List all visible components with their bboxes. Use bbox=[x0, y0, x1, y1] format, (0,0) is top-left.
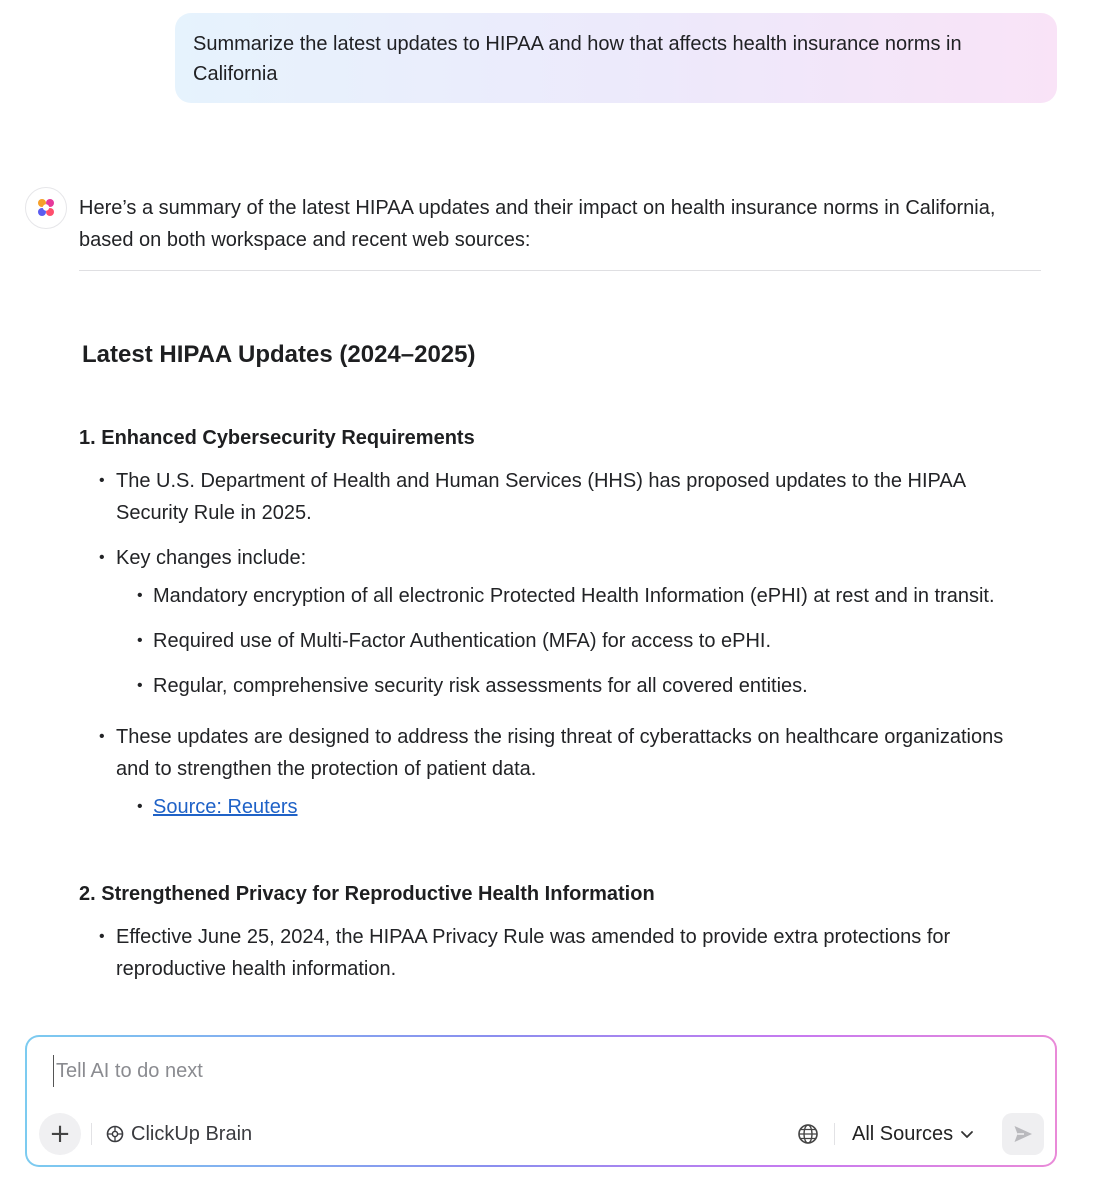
divider bbox=[91, 1123, 92, 1145]
section-title-reproductive-privacy: 2. Strengthened Privacy for Reproductive Health Information bbox=[79, 883, 655, 905]
sources-dropdown[interactable] bbox=[852, 1117, 975, 1151]
clickup-brain-logo-icon bbox=[35, 197, 57, 219]
web-search-toggle[interactable] bbox=[793, 1119, 823, 1149]
list-item: • Regular, comprehensive security risk assessments for all covered entities. bbox=[153, 670, 1041, 702]
divider bbox=[834, 1123, 835, 1145]
send-icon bbox=[1012, 1123, 1034, 1145]
clickup-brain-selector[interactable] bbox=[105, 1117, 252, 1151]
list-item: • Mandatory encryption of all electronic Protected Health Information (ePHI) at rest and in transit. bbox=[153, 580, 1041, 612]
chevron-down-icon bbox=[959, 1126, 975, 1142]
list-item bbox=[116, 542, 1041, 702]
user-message-bubble bbox=[175, 13, 1057, 103]
composer bbox=[25, 1035, 1057, 1167]
user-message-text: Summarize the latest updates to HIPAA and how that affects health insurance norms in California bbox=[193, 33, 962, 85]
globe-icon bbox=[797, 1123, 819, 1145]
list-item: • Effective June 25, 2024, the HIPAA Privacy Rule was amended to provide extra protections for reproductive health information. bbox=[116, 921, 1041, 985]
list-item bbox=[153, 791, 1041, 823]
source-reuters-link[interactable]: Source: Reuters bbox=[153, 796, 298, 818]
key-changes-label: Key changes include: bbox=[116, 547, 307, 569]
key-changes-list bbox=[116, 580, 1041, 702]
ai-intro-text: Here’s a summary of the latest HIPAA updates and their impact on health insurance norms in California, based on both workspace and recent web sources: bbox=[79, 192, 1041, 271]
list-item: • Required use of Multi-Factor Authentication (MFA) for access to ePHI. bbox=[153, 625, 1041, 657]
sources-label: All Sources bbox=[852, 1122, 954, 1145]
ai-avatar bbox=[25, 187, 67, 229]
response-heading: Latest HIPAA Updates (2024–2025) bbox=[82, 341, 476, 368]
send-button[interactable] bbox=[1002, 1113, 1044, 1155]
prompt-input[interactable] bbox=[53, 1055, 953, 1087]
cybersecurity-summary-text: These updates are designed to address the rising threat of cyberattacks on healthcare organizations and to strengthen the protection of patient data. bbox=[116, 726, 1004, 780]
brain-label: ClickUp Brain bbox=[131, 1122, 253, 1145]
brain-icon bbox=[105, 1124, 125, 1144]
ai-response bbox=[79, 192, 1041, 985]
cybersecurity-list bbox=[79, 465, 1041, 823]
source-list bbox=[116, 791, 1041, 823]
section-title-cybersecurity: 1. Enhanced Cybersecurity Requirements bbox=[79, 427, 475, 449]
add-attachment-button[interactable] bbox=[39, 1113, 81, 1155]
list-item bbox=[116, 721, 1041, 823]
reproductive-privacy-list bbox=[79, 921, 1041, 985]
composer-inner bbox=[27, 1037, 1055, 1165]
plus-icon: + bbox=[49, 1119, 71, 1149]
list-item: • The U.S. Department of Health and Human Services (HHS) has proposed updates to the HIPAA Security Rule in 2025. bbox=[116, 465, 1041, 529]
